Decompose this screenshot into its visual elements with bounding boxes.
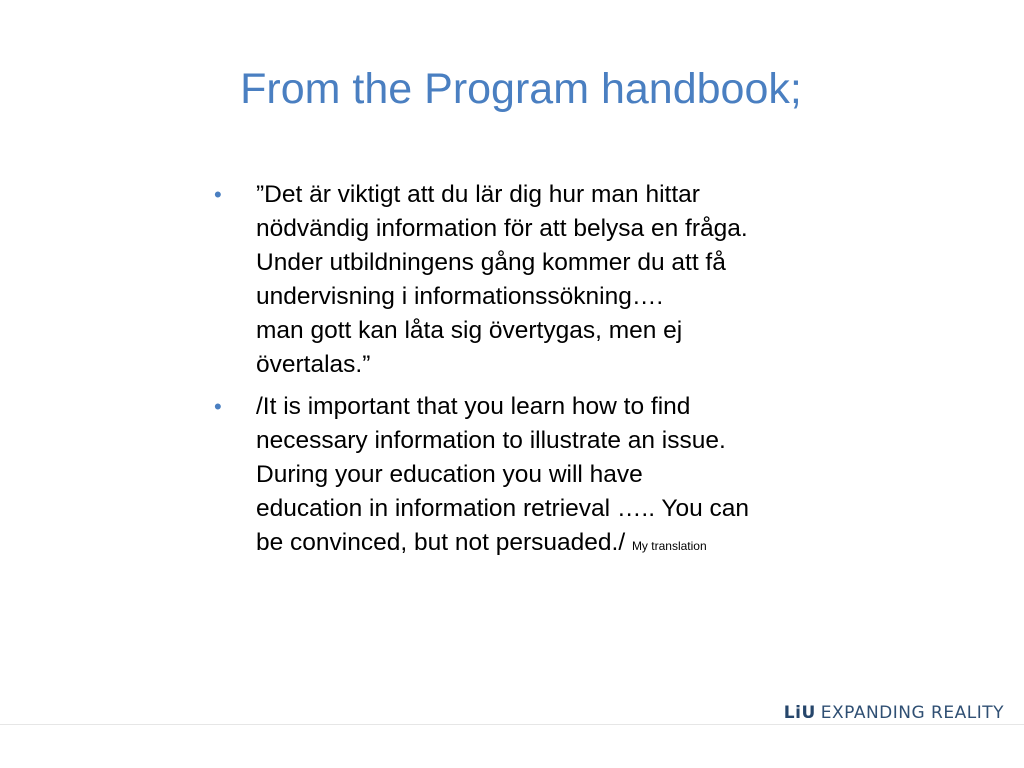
bullet-text-line: man gott kan låta sig övertygas, men ej	[256, 317, 683, 344]
logo-tagline: EXPANDING REALITY	[820, 703, 1004, 723]
bullet-text-line: education in information retrieval ….. You can	[256, 495, 750, 522]
bullet-english-translation	[213, 390, 853, 560]
slide-title: From the Program handbook;	[240, 65, 802, 113]
bullet-text-line: Under utbildningens gång kommer du att få	[256, 249, 726, 276]
bullet-text-line: nödvändig information för att belysa en fråga.	[256, 215, 748, 242]
bullet-text-line: övertalas.”	[256, 351, 371, 378]
bullet-text-line: ”Det är viktigt att du lär dig hur man hittar	[256, 181, 700, 208]
bullet-swedish-quote	[213, 178, 853, 382]
translation-note: My translation	[631, 539, 707, 553]
bullet-text-line: necessary information to illustrate an issue.	[256, 427, 726, 454]
bullet-text-final: be convinced, but not persuaded./	[256, 529, 632, 556]
bullet-icon: •	[214, 394, 222, 419]
liu-logo	[784, 700, 1004, 726]
bullet-text-line: During your education you will have	[256, 461, 643, 488]
logo-mark: LiU	[783, 703, 816, 723]
bullet-text-line: undervisning i informationssökning….	[256, 283, 664, 310]
bullet-icon: •	[214, 182, 222, 207]
bullet-list	[213, 178, 853, 568]
bullet-text-line-last	[256, 526, 853, 560]
bullet-text-line: /It is important that you learn how to find	[256, 393, 691, 420]
